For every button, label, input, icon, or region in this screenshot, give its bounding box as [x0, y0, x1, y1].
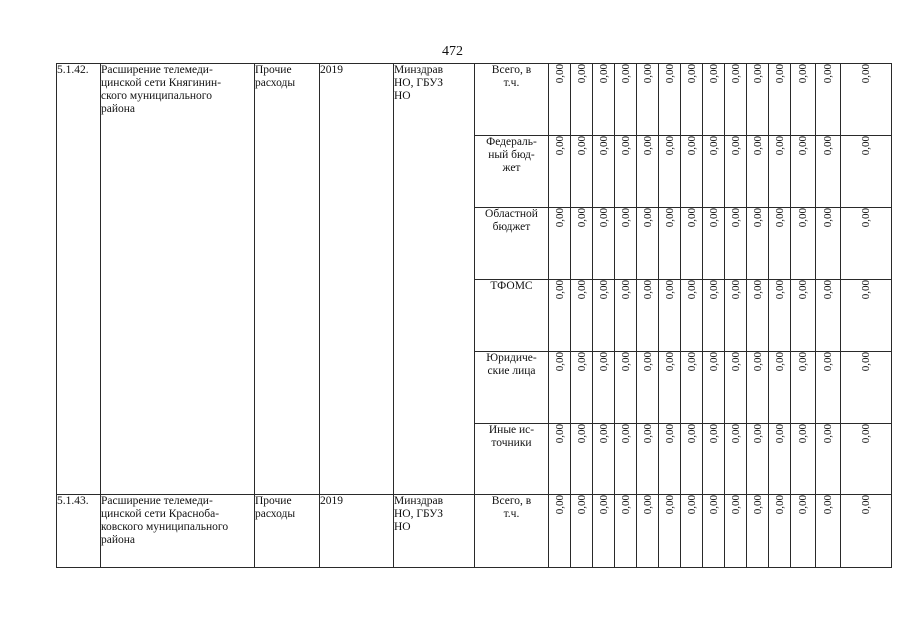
page-number: 472	[442, 44, 463, 59]
funding-source	[475, 64, 549, 136]
value-cell	[769, 424, 791, 495]
value-cell	[791, 495, 816, 568]
value-cell	[637, 280, 659, 352]
amount-value: 0,00	[597, 352, 610, 372]
funding-source-line: жет	[502, 162, 521, 174]
value-cell	[549, 424, 571, 495]
amount-value: 0,00	[553, 352, 566, 372]
value-cell	[816, 136, 841, 208]
value-cell	[659, 64, 681, 136]
amount-value: 0,00	[860, 208, 872, 228]
amount-value: 0,00	[822, 208, 834, 228]
amount-value: 0,00	[619, 424, 632, 444]
amount-value: 0,00	[597, 136, 610, 156]
budget-table	[56, 63, 892, 568]
value-cell	[571, 424, 593, 495]
amount-value: 0,00	[553, 424, 566, 444]
funding-source-line: бюджет	[492, 221, 531, 233]
amount-value: 0,00	[663, 424, 676, 444]
amount-value: 0,00	[663, 495, 676, 515]
amount-value: 0,00	[553, 280, 566, 300]
value-cell	[549, 208, 571, 280]
value-cell	[703, 136, 725, 208]
cost-type-line: Прочие	[255, 64, 292, 76]
value-cell	[571, 136, 593, 208]
value-cell	[841, 64, 892, 136]
table-row	[57, 64, 892, 136]
funding-source	[475, 280, 549, 352]
value-cell	[769, 280, 791, 352]
item-name-line: ковского муниципального	[101, 521, 229, 533]
value-cell	[791, 280, 816, 352]
amount-value: 0,00	[773, 136, 786, 156]
amount-value: 0,00	[797, 280, 809, 300]
amount-value: 0,00	[685, 495, 698, 515]
amount-value: 0,00	[729, 352, 742, 372]
executor-line: НО, ГБУЗ	[394, 508, 443, 520]
cost-type-line: Прочие	[255, 495, 292, 507]
value-cell	[593, 352, 615, 424]
value-cell	[769, 64, 791, 136]
value-cell	[681, 136, 703, 208]
value-cell	[816, 424, 841, 495]
amount-value: 0,00	[553, 64, 566, 84]
value-cell	[615, 424, 637, 495]
amount-value: 0,00	[685, 424, 698, 444]
funding-source-line: ские лица	[487, 365, 536, 377]
amount-value: 0,00	[729, 136, 742, 156]
value-cell	[681, 208, 703, 280]
value-cell	[747, 424, 769, 495]
amount-value: 0,00	[707, 208, 720, 228]
value-cell	[615, 64, 637, 136]
amount-value: 0,00	[860, 352, 872, 372]
value-cell	[769, 208, 791, 280]
table-row	[57, 495, 892, 568]
amount-value: 0,00	[641, 352, 654, 372]
amount-value: 0,00	[685, 280, 698, 300]
funding-source-line: Федераль-	[486, 136, 537, 148]
value-cell	[841, 280, 892, 352]
value-cell	[841, 208, 892, 280]
item-number: 5.1.42.	[57, 64, 101, 495]
value-cell	[747, 136, 769, 208]
funding-source-line: Иные ис-	[488, 424, 535, 436]
item-year: 2019	[320, 64, 394, 495]
item-name-line: района	[101, 103, 136, 115]
value-cell	[659, 495, 681, 568]
value-cell	[747, 64, 769, 136]
value-cell	[816, 208, 841, 280]
amount-value: 0,00	[822, 424, 834, 444]
value-cell	[725, 64, 747, 136]
amount-value: 0,00	[729, 64, 742, 84]
value-cell	[725, 495, 747, 568]
value-cell	[637, 208, 659, 280]
amount-value: 0,00	[822, 495, 834, 515]
amount-value: 0,00	[797, 136, 809, 156]
amount-value: 0,00	[619, 352, 632, 372]
amount-value: 0,00	[773, 424, 786, 444]
value-cell	[725, 424, 747, 495]
amount-value: 0,00	[641, 64, 654, 84]
value-cell	[615, 352, 637, 424]
value-cell	[659, 136, 681, 208]
value-cell	[725, 280, 747, 352]
value-cell	[791, 352, 816, 424]
cost-type	[255, 495, 320, 568]
amount-value: 0,00	[707, 136, 720, 156]
funding-source-line: ТФОМС	[490, 280, 533, 292]
value-cell	[571, 64, 593, 136]
amount-value: 0,00	[685, 352, 698, 372]
funding-source	[475, 208, 549, 280]
amount-value: 0,00	[707, 495, 720, 515]
item-number: 5.1.43.	[57, 495, 101, 568]
amount-value: 0,00	[619, 495, 632, 515]
amount-value: 0,00	[575, 208, 588, 228]
executor-line: Минздрав	[394, 495, 444, 507]
funding-source-line: т.ч.	[503, 77, 520, 89]
value-cell	[791, 64, 816, 136]
value-cell	[747, 352, 769, 424]
amount-value: 0,00	[729, 424, 742, 444]
item-name-line: Расширение телемеди-	[101, 64, 213, 76]
item-name	[101, 495, 255, 568]
amount-value: 0,00	[773, 208, 786, 228]
amount-value: 0,00	[663, 352, 676, 372]
amount-value: 0,00	[685, 64, 698, 84]
amount-value: 0,00	[575, 495, 588, 515]
funding-source-line: ный бюд-	[488, 149, 535, 161]
amount-value: 0,00	[860, 136, 872, 156]
amount-value: 0,00	[707, 424, 720, 444]
amount-value: 0,00	[797, 352, 809, 372]
amount-value: 0,00	[663, 280, 676, 300]
amount-value: 0,00	[707, 352, 720, 372]
executor-line: НО	[394, 521, 411, 533]
value-cell	[549, 64, 571, 136]
value-cell	[549, 136, 571, 208]
value-cell	[615, 136, 637, 208]
value-cell	[593, 424, 615, 495]
amount-value: 0,00	[773, 64, 786, 84]
funding-source-line: точники	[491, 437, 532, 449]
executor-line: НО	[394, 90, 411, 102]
amount-value: 0,00	[773, 280, 786, 300]
amount-value: 0,00	[619, 280, 632, 300]
value-cell	[747, 208, 769, 280]
amount-value: 0,00	[553, 495, 566, 515]
funding-source-line: т.ч.	[503, 508, 520, 520]
amount-value: 0,00	[751, 208, 764, 228]
amount-value: 0,00	[575, 136, 588, 156]
amount-value: 0,00	[797, 495, 809, 515]
value-cell	[681, 424, 703, 495]
value-cell	[593, 280, 615, 352]
amount-value: 0,00	[663, 136, 676, 156]
value-cell	[703, 424, 725, 495]
value-cell	[637, 495, 659, 568]
funding-source	[475, 424, 549, 495]
amount-value: 0,00	[822, 64, 834, 84]
executor	[394, 64, 475, 495]
funding-source	[475, 136, 549, 208]
amount-value: 0,00	[619, 136, 632, 156]
funding-source-line: Всего, в	[491, 495, 532, 507]
amount-value: 0,00	[860, 64, 872, 84]
amount-value: 0,00	[597, 424, 610, 444]
value-cell	[681, 64, 703, 136]
value-cell	[681, 280, 703, 352]
value-cell	[703, 280, 725, 352]
amount-value: 0,00	[641, 136, 654, 156]
value-cell	[615, 208, 637, 280]
amount-value: 0,00	[751, 424, 764, 444]
value-cell	[681, 352, 703, 424]
value-cell	[816, 352, 841, 424]
value-cell	[841, 424, 892, 495]
value-cell	[681, 495, 703, 568]
value-cell	[769, 136, 791, 208]
value-cell	[791, 136, 816, 208]
amount-value: 0,00	[641, 208, 654, 228]
funding-source-line: Всего, в	[491, 64, 532, 76]
value-cell	[769, 352, 791, 424]
amount-value: 0,00	[685, 136, 698, 156]
cost-type-line: расходы	[255, 77, 296, 89]
value-cell	[725, 208, 747, 280]
value-cell	[659, 208, 681, 280]
executor	[394, 495, 475, 568]
value-cell	[637, 424, 659, 495]
amount-value: 0,00	[860, 495, 872, 515]
value-cell	[816, 495, 841, 568]
amount-value: 0,00	[729, 208, 742, 228]
value-cell	[659, 424, 681, 495]
item-name-line: цинской сети Краснoба-	[101, 508, 220, 520]
value-cell	[593, 495, 615, 568]
amount-value: 0,00	[707, 64, 720, 84]
value-cell	[816, 64, 841, 136]
amount-value: 0,00	[597, 64, 610, 84]
value-cell	[791, 424, 816, 495]
value-cell	[637, 352, 659, 424]
value-cell	[816, 280, 841, 352]
amount-value: 0,00	[663, 208, 676, 228]
funding-source-line: Юридиче-	[486, 352, 537, 364]
amount-value: 0,00	[553, 208, 566, 228]
amount-value: 0,00	[575, 64, 588, 84]
value-cell	[571, 208, 593, 280]
amount-value: 0,00	[860, 280, 872, 300]
value-cell	[571, 495, 593, 568]
amount-value: 0,00	[773, 352, 786, 372]
amount-value: 0,00	[822, 136, 834, 156]
value-cell	[703, 352, 725, 424]
item-name-line: района	[101, 534, 136, 546]
amount-value: 0,00	[751, 280, 764, 300]
amount-value: 0,00	[751, 495, 764, 515]
funding-source	[475, 495, 549, 568]
amount-value: 0,00	[641, 280, 654, 300]
value-cell	[593, 136, 615, 208]
value-cell	[593, 208, 615, 280]
value-cell	[571, 352, 593, 424]
value-cell	[615, 495, 637, 568]
amount-value: 0,00	[860, 424, 872, 444]
item-name	[101, 64, 255, 495]
value-cell	[593, 64, 615, 136]
value-cell	[571, 280, 593, 352]
amount-value: 0,00	[729, 280, 742, 300]
value-cell	[637, 136, 659, 208]
amount-value: 0,00	[575, 424, 588, 444]
amount-value: 0,00	[663, 64, 676, 84]
amount-value: 0,00	[822, 352, 834, 372]
amount-value: 0,00	[797, 424, 809, 444]
item-name-line: ского муниципального	[101, 90, 212, 102]
item-name-line: Расширение телемеди-	[101, 495, 213, 507]
value-cell	[659, 352, 681, 424]
cost-type-line: расходы	[255, 508, 296, 520]
executor-line: Минздрав	[394, 64, 444, 76]
amount-value: 0,00	[751, 136, 764, 156]
amount-value: 0,00	[597, 280, 610, 300]
value-cell	[841, 136, 892, 208]
value-cell	[841, 495, 892, 568]
amount-value: 0,00	[797, 208, 809, 228]
value-cell	[615, 280, 637, 352]
value-cell	[703, 495, 725, 568]
amount-value: 0,00	[751, 64, 764, 84]
value-cell	[549, 495, 571, 568]
amount-value: 0,00	[575, 280, 588, 300]
value-cell	[549, 280, 571, 352]
value-cell	[725, 352, 747, 424]
item-name-line: цинской сети Княгинин-	[101, 77, 222, 89]
amount-value: 0,00	[751, 352, 764, 372]
funding-source	[475, 352, 549, 424]
amount-value: 0,00	[773, 495, 786, 515]
amount-value: 0,00	[641, 424, 654, 444]
value-cell	[841, 352, 892, 424]
amount-value: 0,00	[822, 280, 834, 300]
amount-value: 0,00	[707, 280, 720, 300]
amount-value: 0,00	[685, 208, 698, 228]
value-cell	[659, 280, 681, 352]
value-cell	[725, 136, 747, 208]
value-cell	[747, 280, 769, 352]
executor-line: НО, ГБУЗ	[394, 77, 443, 89]
funding-source-line: Областной	[485, 208, 538, 220]
value-cell	[791, 208, 816, 280]
amount-value: 0,00	[641, 495, 654, 515]
amount-value: 0,00	[575, 352, 588, 372]
amount-value: 0,00	[729, 495, 742, 515]
amount-value: 0,00	[553, 136, 566, 156]
amount-value: 0,00	[597, 208, 610, 228]
amount-value: 0,00	[597, 495, 610, 515]
amount-value: 0,00	[619, 208, 632, 228]
amount-value: 0,00	[797, 64, 809, 84]
value-cell	[703, 64, 725, 136]
value-cell	[703, 208, 725, 280]
value-cell	[769, 495, 791, 568]
value-cell	[549, 352, 571, 424]
value-cell	[747, 495, 769, 568]
value-cell	[637, 64, 659, 136]
cost-type	[255, 64, 320, 495]
amount-value: 0,00	[619, 64, 632, 84]
item-year: 2019	[320, 495, 394, 568]
